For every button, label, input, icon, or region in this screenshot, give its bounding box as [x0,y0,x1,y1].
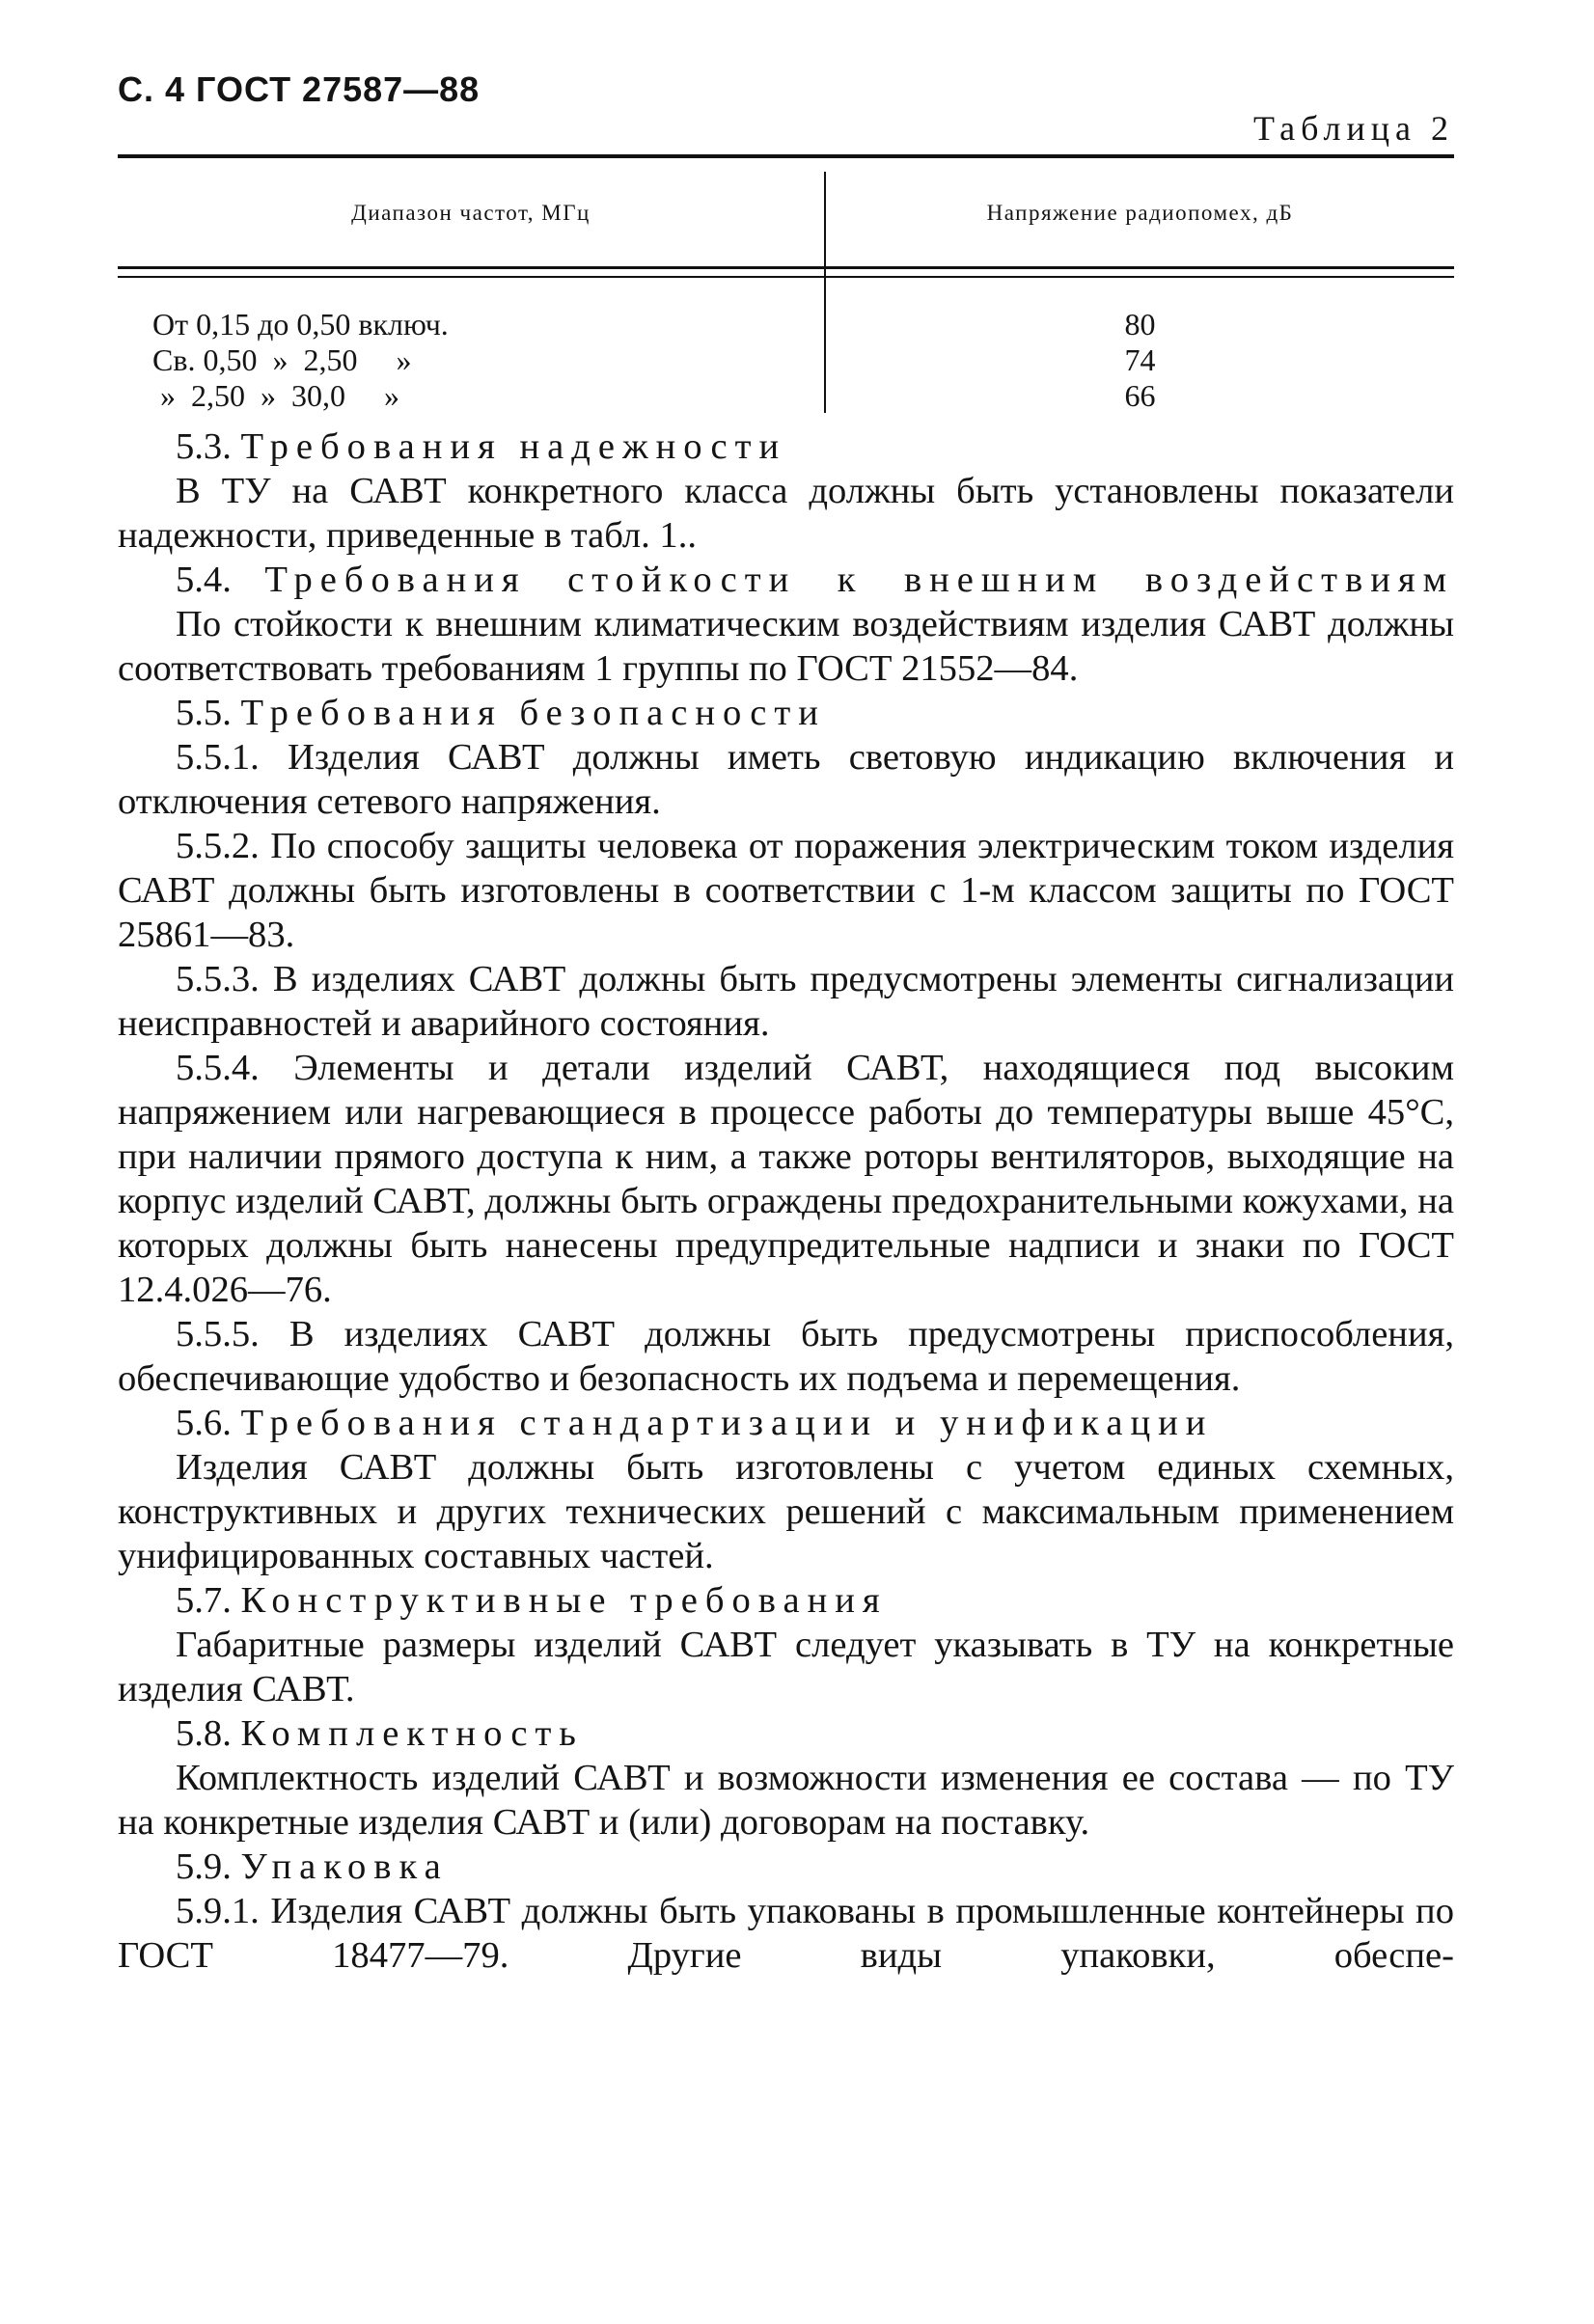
section-title: Комплектность [240,1713,584,1754]
document-body [118,424,1454,1978]
paragraph-5-7: Габаритные размеры изделий САВТ следует указывать в ТУ на конкретные изделия САВТ. [118,1625,1454,1709]
page-reference: С. 4 ГОСТ 27587—88 [118,69,481,109]
table-header-rule [118,266,1454,278]
table-row-range: От 0,15 до 0,50 включ. [152,307,449,342]
section-heading-5-5 [118,691,1454,735]
paragraph-5-5-1: 5.5.1. Изделия САВТ должны иметь световую индикацию включения и отключения сетевого напряжения. [118,737,1454,822]
paragraph-5-9-1: 5.9.1. Изделия САВТ должны быть упакованы в промышленные контейнеры по ГОСТ 18477—79. Другие виды упаковки, обеспе- [118,1891,1454,1976]
table-row-value: 74 [1124,342,1156,377]
section-number: 5.4. [176,560,232,600]
section-heading-5-8 [118,1711,1454,1756]
voltage-values-cell [826,307,1454,414]
paragraph-5-6: Изделия САВТ должны быть изготовлены с учетом единых схемных, конструктивных и других технических решений с максимальным применением унифицированных составных частей. [118,1447,1454,1576]
paragraph-5-3: В ТУ на САВТ конкретного класса должны быть установлены показатели надежности, приведенные в табл. 1.. [118,471,1454,556]
section-number: 5.3. [176,426,232,467]
section-title: Требования стойкости к внешним воздействиям [264,560,1454,600]
paragraph-5-5-2: 5.5.2. По способу защиты человека от поражения электрическим током изделия САВТ должны быть изготовлены в соответствии с 1-м классом защиты по ГОСТ 25861—83. [118,826,1454,955]
frequency-ranges-cell [152,307,449,414]
paragraph-5-8: Комплектность изделий САВТ и возможности изменения ее состава — по ТУ на конкретные изделия САВТ и (или) договорам на поставку. [118,1758,1454,1843]
table-top-rule [118,154,1454,158]
section-title: Упаковка [240,1846,449,1887]
section-title: Требования стандартизации и унификации [240,1403,1214,1443]
column-header-voltage: Напряжение радиопомех, дБ [986,201,1294,225]
section-number: 5.6. [176,1403,232,1443]
section-number: 5.5. [176,693,232,733]
table-2 [118,154,1454,426]
table-row-value: 80 [1124,307,1156,342]
section-heading-5-7 [118,1578,1454,1623]
column-header-frequency: Диапазон частот, МГц [351,201,591,225]
section-heading-5-6 [118,1401,1454,1445]
paragraph-5-5-4: 5.5.4. Элементы и детали изделий САВТ, находящиеся под высоким напряжением или нагревающиеся в процессе работы до температуры выше 45°С, при наличии прямого доступа к ним, а также роторы вентиляторов, выходящие на корпус изделий САВТ, должны быть ограждены предохранительными кожухами, на которых должны быть нанесены предупредительные надписи и знаки по ГОСТ 12.4.026—76. [118,1048,1454,1310]
table-row-range: Св. 0,50 » 2,50 » [152,342,412,377]
section-heading-5-4 [118,558,1454,602]
section-heading-5-9 [118,1845,1454,1889]
paragraph-5-5-3: 5.5.3. В изделиях САВТ должны быть предусмотрены элементы сигнализации неисправностей и аварийного состояния. [118,959,1454,1044]
section-heading-5-3 [118,424,1454,469]
section-title: Требования надежности [240,426,787,467]
paragraph-5-4: По стойкости к внешним климатическим воздействиям изделия САВТ должны соответствовать требованиям 1 группы по ГОСТ 21552—84. [118,604,1454,689]
section-number: 5.8. [176,1713,232,1754]
section-number: 5.7. [176,1580,232,1621]
section-title: Конструктивные требования [240,1580,888,1621]
paragraph-5-5-5: 5.5.5. В изделиях САВТ должны быть предусмотрены приспособления, обеспечивающие удобство и безопасность их подъема и перемещения. [118,1314,1454,1399]
table-row-value: 66 [1124,378,1156,413]
section-number: 5.9. [176,1846,232,1887]
table-row-range: » 2,50 » 30,0 » [152,378,399,413]
table-label: Таблица 2 [1253,109,1454,148]
section-title: Требования безопасности [240,693,826,733]
